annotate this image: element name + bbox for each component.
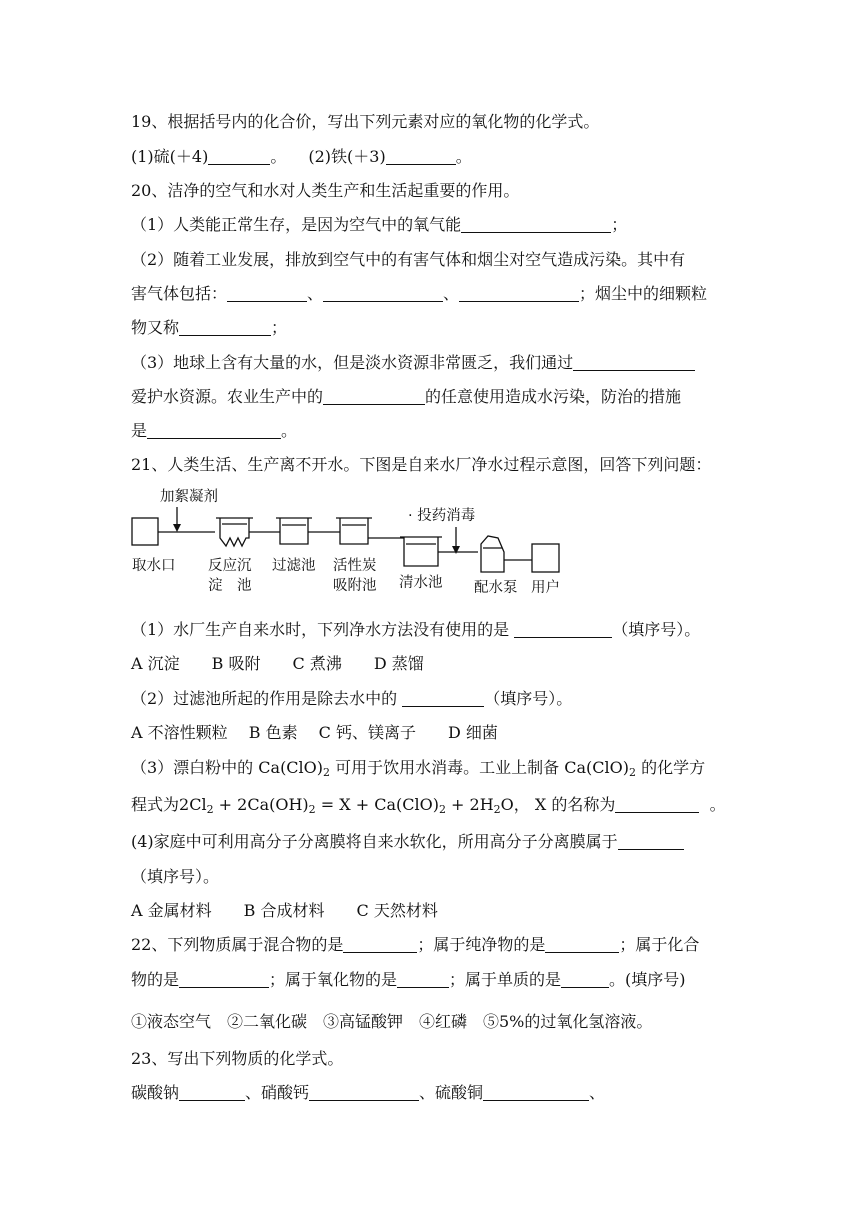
q21-sub1-options: A 沉淀 B 吸附 C 煮沸 D 蒸馏 (131, 654, 424, 673)
q21-sub1: （1）水厂生产自来水时，下列净水方法没有使用的是 （填序号）。 (131, 620, 701, 639)
q21-sub4-line1: (4)家庭中可利用高分子分离膜将自来水软化，所用高分子分离膜属于 (131, 832, 684, 852)
q21-sub4-line2: （填序号）。 (131, 867, 220, 886)
q20-blank-gas-1[interactable] (227, 285, 307, 302)
q23-title: 23、写出下列物质的化学式。 (131, 1049, 344, 1068)
q23-items: 碳酸钠 、硝酸钙 、硫酸铜 、 (131, 1083, 606, 1102)
reaction-tank (216, 518, 253, 546)
q20-blank-protect[interactable] (573, 354, 695, 371)
q23-blank-3[interactable] (483, 1084, 589, 1101)
q20-blank-gas-2[interactable] (323, 285, 443, 302)
q22-items: ①液态空气 ②二氧化碳 ③高锰酸钾 ④红磷 ⑤5%的过氧化氢溶液。 (131, 1012, 653, 1031)
water-treatment-diagram (126, 480, 566, 605)
filter-tank (276, 518, 312, 544)
clear-label: 清水池 (399, 575, 443, 591)
user-box (532, 544, 559, 572)
q20-blank-pm[interactable] (179, 319, 271, 336)
q22-line2: 物的是 ；属于氧化物的是 ；属于单质的是 。(填序号) (131, 970, 686, 989)
q20-part2-line2: 害气体包括： 、 、 ；烟尘中的细颗粒 (131, 284, 708, 303)
filter-label: 过滤池 (272, 558, 316, 574)
disinfect-label: · 投药消毒 (408, 508, 476, 524)
reaction-label-1: 反应沉 (208, 558, 252, 574)
q22-line1: 22、下列物质属于混合物的是 ；属于纯净物的是 ；属于化合 (131, 935, 700, 954)
q20-part2-line1: （2）随着工业发展，排放到空气中的有害气体和烟尘对空气造成污染。其中有 (131, 250, 686, 269)
intake-label: 取水口 (132, 558, 176, 574)
q20-blank-oxygen[interactable] (461, 216, 611, 233)
pump-unit (481, 536, 504, 572)
q19-blank-2[interactable] (386, 148, 456, 165)
q21-sub2-options: A 不溶性颗粒 B 色素 C 钙、镁离子 D 细菌 (131, 723, 498, 742)
q22-blank-element[interactable] (561, 971, 609, 988)
q23-blank-2[interactable] (309, 1084, 419, 1101)
intake-box (132, 518, 158, 545)
user-label: 用户 (531, 580, 560, 596)
reaction-label-2: 淀 池 (208, 578, 252, 594)
q20-part3-line2: 爱护水资源。农业生产中的 的任意使用造成水污染，防治的措施 (131, 387, 682, 406)
carbon-tank (336, 518, 372, 544)
q22-blank-mixture[interactable] (343, 936, 417, 953)
q19-blank-1[interactable] (208, 148, 270, 165)
q20-blank-measure[interactable] (147, 422, 281, 439)
q21-blank-4[interactable] (618, 833, 684, 850)
q21-sub3-line2: 程式为$2Cl_2 + 2Ca(OH)_2 = X + Ca(ClO)_2 + 2H_2O$， X 的名称为 。 (131, 795, 726, 816)
q20-part1: （1）人类能正常生存，是因为空气中的氧气能 ； (131, 215, 628, 234)
chemical-equation: $2Cl_2 + 2Ca(OH)_2 = X + Ca(ClO)_2 + 2H_2O$ (179, 795, 514, 816)
q21-sub2: （2）过滤池所起的作用是除去水中的 （填序号）。 (131, 689, 573, 708)
carbon-label-1: 活性炭 (333, 558, 377, 574)
q22-blank-compound[interactable] (179, 971, 269, 988)
q21-blank-1[interactable] (514, 621, 612, 638)
pump-label: 配水泵 (474, 580, 518, 596)
q21-blank-2[interactable] (402, 690, 484, 707)
q20-title: 20、洁净的空气和水对人类生产和生活起重要的作用。 (131, 181, 520, 200)
q21-title: 21、人类生活、生产离不开水。下图是自来水厂净水过程示意图，回答下列问题： (131, 455, 712, 474)
q23-blank-1[interactable] (179, 1084, 245, 1101)
q21-sub3-line1: （3）漂白粉中的 $Ca(ClO)_2$ 可用于饮用水消毒。工业上制备 $Ca(ClO)_2$ 的化学方 (131, 758, 706, 779)
q22-blank-pure[interactable] (545, 936, 619, 953)
q21-blank-3[interactable] (615, 796, 699, 813)
disinfect-arrowhead (452, 546, 460, 554)
q20-part3-line3: 是 。 (131, 421, 298, 440)
coagulant-label (160, 487, 218, 505)
q19-items: (1)硫(＋4) 。 (2)铁(＋3) 。 (131, 147, 472, 166)
clear-tank (400, 537, 442, 566)
carbon-label-2: 吸附池 (333, 578, 377, 594)
q22-blank-oxide[interactable] (397, 971, 449, 988)
q20-part3-line1: （3）地球上含有大量的水，但是淡水资源非常匮乏，我们通过 (131, 353, 695, 373)
q20-part2-line3: 物又称 ； (131, 318, 288, 337)
q20-blank-agri[interactable] (323, 388, 425, 405)
svg-text:加絮凝剂: 加絮凝剂 (160, 489, 218, 505)
coagulant-arrowhead (173, 524, 181, 532)
q19-title: 19、根据括号内的化合价，写出下列元素对应的氧化物的化学式。 (131, 112, 600, 131)
q20-blank-gas-3[interactable] (459, 285, 579, 302)
q21-sub4-options: A 金属材料 B 合成材料 C 天然材料 (131, 901, 438, 920)
